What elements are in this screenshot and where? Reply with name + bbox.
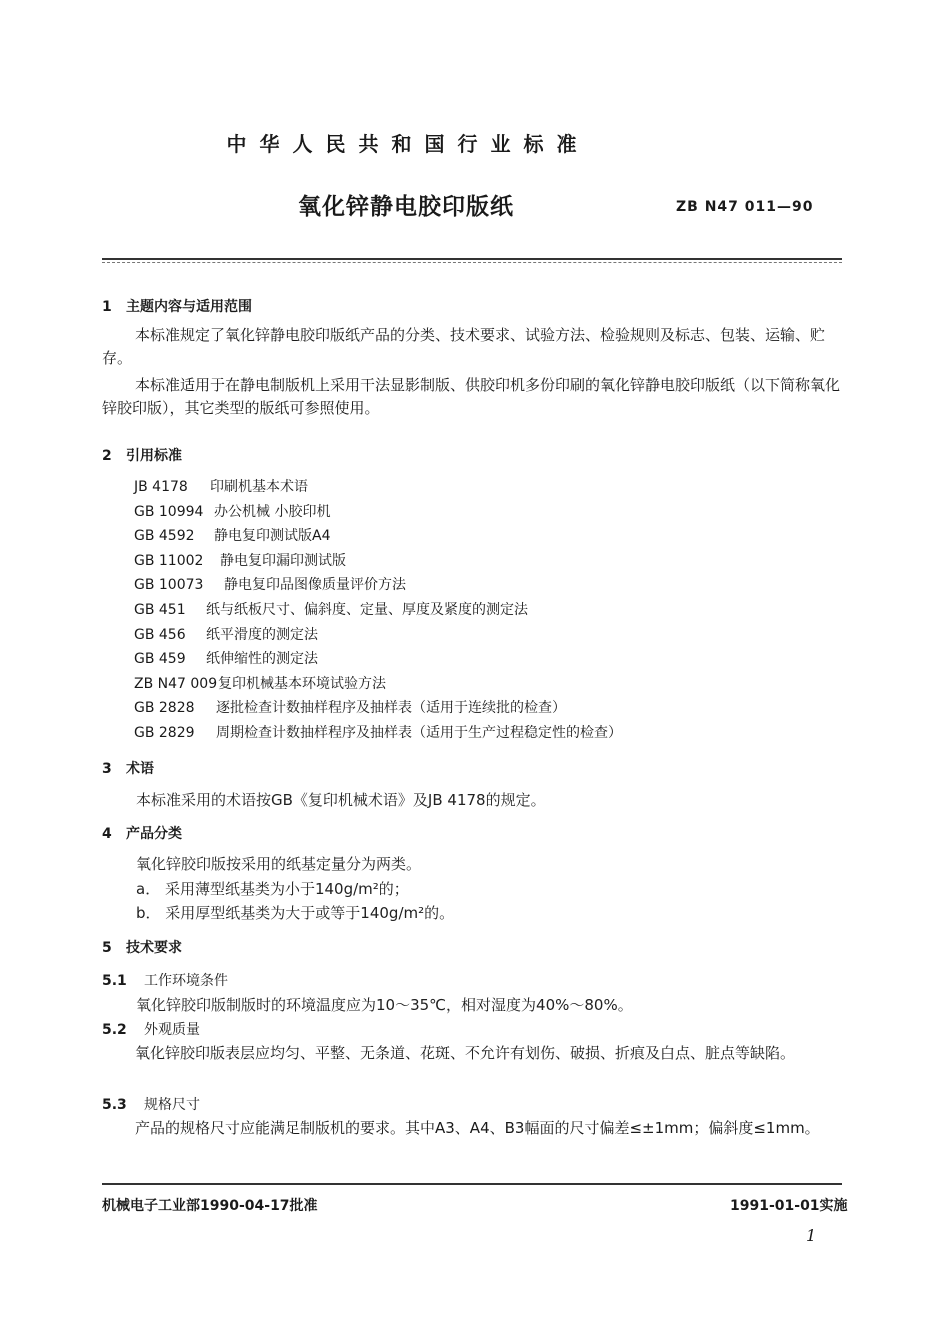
reference-code: GB 10994 bbox=[134, 503, 204, 520]
section-4-paragraph: 氧化锌胶印版按采用的纸基定量分为两类。 bbox=[136, 855, 422, 873]
subsection-5-3-paragraph: 产品的规格尺寸应能满足制版机的要求。其中A3、A4、B3幅面的尺寸偏差≤±1mm；偏斜度≤1mm。 bbox=[135, 1119, 820, 1137]
footer-divider bbox=[102, 1183, 842, 1185]
reference-item bbox=[134, 599, 528, 619]
subsection-5-2-paragraph: 氧化锌胶印版表层应均匀、平整、无条道、花斑、不允许有划伤、破损、折痕及白点、脏点等缺陷。 bbox=[135, 1044, 796, 1062]
reference-title: 纸与纸板尺寸、偏斜度、定量、厚度及紧度的测定法 bbox=[206, 602, 528, 618]
reference-title: 复印机械基本环境试验方法 bbox=[218, 675, 386, 692]
section-3-heading bbox=[102, 758, 154, 778]
reference-item bbox=[134, 648, 318, 668]
section-number: 1 bbox=[102, 299, 112, 315]
reference-code: GB 11002 bbox=[134, 552, 204, 569]
section-number: 5 bbox=[102, 940, 112, 956]
section-1-heading bbox=[102, 296, 252, 316]
section-3-paragraph: 本标准采用的术语按GB《复印机械术语》及JB 4178的规定。 bbox=[136, 791, 546, 809]
reference-code: ZB N47 009 bbox=[134, 675, 218, 692]
reference-code: GB 2829 bbox=[134, 725, 195, 741]
reference-title: 逐批检查计数抽样程序及抽样表（适用于连续批的检查） bbox=[216, 700, 566, 717]
reference-title: 静电复印品图像质量评价方法 bbox=[224, 577, 406, 594]
reference-item bbox=[134, 574, 406, 594]
standard-type-heading: 中华人民共和国行业标准 bbox=[226, 132, 590, 156]
standard-code: ZB N47 011—90 bbox=[676, 199, 814, 215]
section-number: 4 bbox=[102, 826, 112, 842]
subsection-number: 5.2 bbox=[102, 1022, 127, 1038]
reference-title: 周期检查计数抽样程序及抽样表（适用于生产过程稳定性的检查） bbox=[216, 725, 622, 741]
section-number: 2 bbox=[102, 448, 112, 464]
effective-date: 1991-01-01实施 bbox=[730, 1198, 848, 1214]
section-title: 技术要求 bbox=[126, 940, 182, 956]
subsection-title: 工作环境条件 bbox=[144, 973, 228, 989]
reference-item bbox=[134, 476, 308, 496]
reference-code: JB 4178 bbox=[134, 479, 188, 495]
section-4-heading bbox=[102, 823, 182, 843]
reference-item bbox=[134, 525, 330, 545]
subsection-number: 5.3 bbox=[102, 1097, 127, 1113]
section-title: 引用标准 bbox=[126, 448, 182, 464]
subsection-number: 5.1 bbox=[102, 973, 127, 989]
reference-item bbox=[134, 624, 318, 644]
header-divider bbox=[102, 258, 842, 260]
reference-item bbox=[134, 722, 622, 742]
subsection-title: 外观质量 bbox=[144, 1022, 200, 1038]
section-number: 3 bbox=[102, 761, 112, 777]
reference-item bbox=[134, 697, 566, 717]
subsection-5-2-heading bbox=[102, 1019, 200, 1039]
subsection-5-1-heading bbox=[102, 970, 228, 990]
reference-code: GB 459 bbox=[134, 651, 186, 668]
reference-title: 静电复印测试版A4 bbox=[214, 528, 331, 545]
reference-title: 印刷机基本术语 bbox=[210, 479, 308, 495]
document-title: 氧化锌静电胶印版纸 bbox=[298, 194, 514, 220]
reference-code: GB 4592 bbox=[134, 528, 195, 545]
section-4-item-b: b． 采用厚型纸基类为大于或等于140g/m²的。 bbox=[136, 904, 455, 922]
reference-code: GB 2828 bbox=[134, 700, 195, 717]
subsection-5-3-heading bbox=[102, 1094, 200, 1114]
reference-code: GB 456 bbox=[134, 626, 186, 643]
subsection-title: 规格尺寸 bbox=[144, 1097, 200, 1113]
reference-title: 纸平滑度的测定法 bbox=[206, 626, 318, 643]
section-title: 产品分类 bbox=[126, 826, 182, 842]
section-title: 主题内容与适用范围 bbox=[126, 299, 252, 315]
page-number: 1 bbox=[806, 1226, 817, 1245]
approval-note: 机械电子工业部1990-04-17批准 bbox=[102, 1198, 318, 1214]
header-divider-secondary bbox=[102, 262, 842, 263]
reference-title: 纸伸缩性的测定法 bbox=[206, 651, 318, 668]
section-title: 术语 bbox=[126, 761, 154, 777]
section-4-item-a: a． 采用薄型纸基类为小于140g/m²的； bbox=[136, 880, 409, 898]
reference-code: GB 451 bbox=[134, 602, 186, 618]
section-2-heading bbox=[102, 445, 182, 465]
section-1-paragraph-2: 本标准适用于在静电制版机上采用干法显影制版、供胶印机多份印刷的氧化锌静电胶印版纸（以下简称氧化锌胶印版），其它类型的版纸可参照使用。 bbox=[102, 376, 841, 417]
subsection-5-1-paragraph: 氧化锌胶印版制版时的环境温度应为10～35℃，相对湿度为40%～80%。 bbox=[136, 996, 633, 1014]
reference-item bbox=[134, 673, 386, 693]
reference-title: 办公机械 小胶印机 bbox=[214, 503, 331, 520]
section-1-paragraph-1: 本标准规定了氧化锌静电胶印版纸产品的分类、技术要求、试验方法、检验规则及标志、包装、运输、贮存。 bbox=[102, 326, 826, 367]
reference-item bbox=[134, 550, 346, 570]
reference-item bbox=[134, 501, 330, 521]
section-5-heading bbox=[102, 937, 182, 957]
reference-code: GB 10073 bbox=[134, 577, 204, 594]
reference-title: 静电复印漏印测试版 bbox=[220, 552, 346, 569]
